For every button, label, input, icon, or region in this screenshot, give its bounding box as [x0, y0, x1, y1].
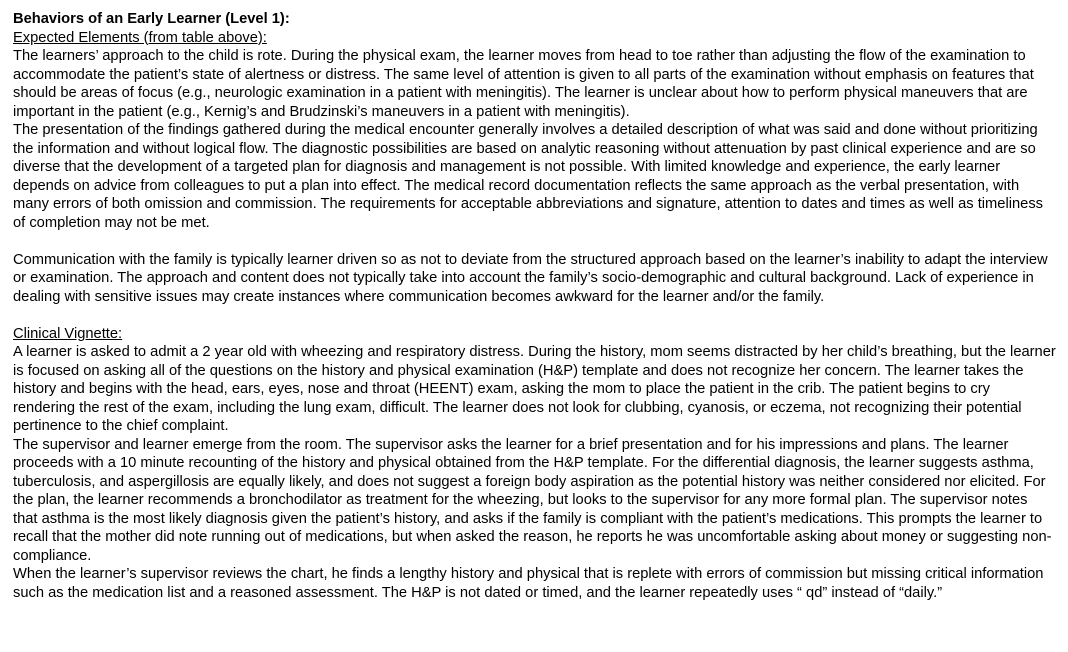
paragraph-spacer — [13, 232, 1056, 251]
section-spacer — [13, 306, 1056, 325]
clinical-vignette-heading: Clinical Vignette: — [13, 325, 123, 342]
paragraph-vignette-presentation: The supervisor and learner emerge from the room. The supervisor asks the learner for a brief presentation and for his impressions and plans. The learner proceeds with a 10 minute recounting of the history and physical obtained from the H&P template. For the differential diagnosis, the learner suggests asthma, tuberculosis, and aspergillosis are equally likely, and does not suggest a foreign body aspiration as the potential history was neither considered nor elicited. For the plan, the learner recommends a bronchodilator as treatment for the wheezing, but looks to the supervisor for any more formal plan. The supervisor notes that asthma is the most likely diagnosis given the patient’s history, and asks if the family is compliant with the patient’s medications. This prompts the learner to recall that the mother did note running out of medications, but when asked the reason, he reports he was uncomfortable asking about money or suggesting non-compliance. — [13, 436, 1052, 564]
paragraph-vignette-admission: A learner is asked to admit a 2 year old with wheezing and respiratory distress. During the history, mom seems distracted by her child’s breathing, but the learner is focused on asking all of the questions on the history and physical examination (H&P) template and does not recognize her concern. The learner takes the history and begins with the head, ears, eyes, nose and throat (HEENT) exam, asking the mom to place the patient in the crib. The patient begins to cry rendering the rest of the exam, including the lung exam, difficult. The learner does not look for clubbing, cyanosis, or eczema, not recognizing their potential pertinence to the chief complaint. — [13, 344, 1056, 434]
expected-elements-heading: Expected Elements (from table above): — [13, 29, 267, 46]
paragraph-vignette-chart-review: When the learner’s supervisor reviews the chart, he finds a lengthy history and physical that is replete with errors of commission but missing critical information such as the medication list and a reasoned assessment. The H&P is not dated or timed, and the learner repeatedly uses “ qd” instead of “daily.” — [13, 566, 1044, 601]
paragraph-presentation: The presentation of the findings gathered during the medical encounter generally involves a detailed description of what was said and done without prioritizing the information and without logical flow. The diagnostic possibilities are based on analytic reasoning without attenuation by past clinical experience and are so diverse that the development of a targeted plan for diagnosis and management is not possible. With limited knowledge and experience, the early learner depends on advice from colleagues to put a plan into effect. The medical record documentation reflects the same approach as the verbal presentation, with many errors of both omission and commission. The requirements for acceptable abbreviations and signature, attention to dates and times as well as timeliness of completion may not be met. — [13, 122, 1044, 231]
document-title: Behaviors of an Early Learner (Level 1): — [13, 11, 290, 27]
paragraph-communication: Communication with the family is typically learner driven so as not to deviate from the structured approach based on the learner’s inability to adapt the interview or examination. The approach and content does not typically take into account the family’s socio-demographic and cultural background. Lack of experience in dealing with sensitive issues may create instances where communication becomes awkward for the learner and/or the family. — [13, 251, 1048, 305]
paragraph-approach: The learners’ approach to the child is rote. During the physical exam, the learner moves from head to toe rather than adjusting the flow of the examination to accommodate the patient’s state of alertness or distress. The same level of attention is given to all parts of the examination without emphasis on features that should be areas of focus (e.g., neurologic examination in a patient with meningitis). The learner is unclear about how to perform physical maneuvers that are important in the patient (e.g., Kernig’s and Brudzinski’s maneuvers in a patient with meningitis). — [13, 48, 1034, 120]
